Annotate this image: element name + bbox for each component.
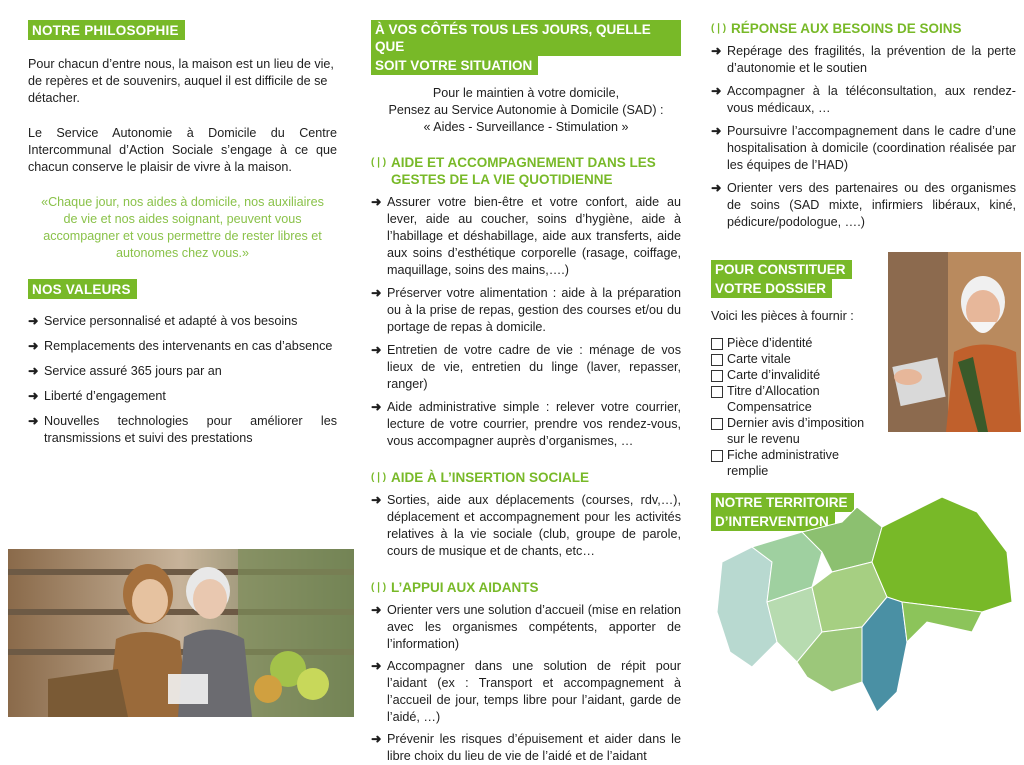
list-item: ➜ Préserver votre alimentation : aide à la préparation ou à la prise de repas, gestion des courses et/ou du portage de repas à domicile. <box>371 286 681 334</box>
arrow-icon: ➜ <box>371 493 382 507</box>
checklist-item: Titre d’Allocation Compensatrice <box>711 383 879 415</box>
arrow-icon: ➜ <box>711 44 722 58</box>
services-heading: À VOS CÔTÉS TOUS LES JOURS, QUELLE QUE SOIT VOTRE SITUATION <box>371 20 681 75</box>
dossier-checklist <box>711 335 879 479</box>
list-item: ➜ Service assuré 365 jours par an <box>28 364 222 378</box>
elderly-man-photo <box>888 252 1021 432</box>
social-insertion-list <box>371 492 681 560</box>
leaf-icon: (❘) <box>371 157 387 168</box>
checklist-item: Carte d’invalidité <box>711 367 879 383</box>
arrow-icon: ➜ <box>371 195 382 209</box>
dossier-block <box>711 260 879 479</box>
checkbox-icon <box>711 450 723 462</box>
checkbox-icon <box>711 418 723 430</box>
arrow-icon: ➜ <box>711 124 722 138</box>
checklist-item: Pièce d’identité <box>711 335 879 351</box>
leaf-icon: (❘) <box>711 23 727 34</box>
arrow-icon: ➜ <box>28 339 39 353</box>
territory-map <box>712 492 1022 718</box>
grocery-shopping-photo <box>8 549 354 717</box>
arrow-icon: ➜ <box>371 732 382 746</box>
list-item: ➜ Poursuivre l’accompagnement dans le cadre d’une hospitalisation à domicile (coordination réalisée par les équipes de l’HAD) <box>711 124 1016 172</box>
checklist-item: Dernier avis d’imposition sur le revenu <box>711 415 879 447</box>
checklist-item: Carte vitale <box>711 351 879 367</box>
list-item: ➜ Aide administrative simple : relever votre courrier, lecture de votre courrier, prendre vos rendez-vous, vous accompagner auprès d’organismes, … <box>371 400 681 448</box>
leaf-icon: (❘) <box>371 472 387 483</box>
dossier-heading: POUR CONSTITUER VOTRE DOSSIER <box>711 260 879 298</box>
arrow-icon: ➜ <box>28 414 39 428</box>
list-item: ➜ Nouvelles technologies pour améliorer les transmissions et suivi des prestations <box>28 414 337 445</box>
arrow-icon: ➜ <box>371 343 382 357</box>
list-item: ➜ Entretien de votre cadre de vie : ménage de vos lieux de vie, entretien du linge (laver, repasser, ranger) <box>371 343 681 391</box>
territory-heading: NOTRE TERRITOIRE D’INTERVENTION <box>711 493 1016 531</box>
arrow-icon: ➜ <box>28 314 39 328</box>
arrow-icon: ➜ <box>711 181 722 195</box>
section-care-needs: (❘) RÉPONSE AUX BESOINS DE SOINS <box>711 21 962 36</box>
checklist-item: Fiche administrative remplie <box>711 447 879 479</box>
care-needs-list <box>711 43 1016 231</box>
checkbox-icon <box>711 386 723 398</box>
philosophy-paragraph-2: Le Service Autonomie à Domicile du Centre Intercommunal d’Action Sociale s’engage à ce que chacun conserve le plaisir de vivre à la maison. <box>28 126 337 174</box>
list-item: ➜ Repérage des fragilités, la prévention de la perte d’autonomie et le soutien <box>711 44 1016 75</box>
caregiver-support-list <box>371 602 681 765</box>
arrow-icon: ➜ <box>371 659 382 673</box>
philosophy-quote: «Chaque jour, nos aides à domicile, nos auxiliaires de vie et nos aides soignant, peuvent vous accompagner et vous permettre de rester libres et autonomes chez vous.» <box>41 195 324 260</box>
list-item: ➜ Liberté d’engagement <box>28 389 166 403</box>
column-services <box>355 0 695 763</box>
arrow-icon: ➜ <box>711 84 722 98</box>
list-item: ➜ Assurer votre bien-être et votre confort, aide au lever, aide au coucher, soins d’hygiène, aide à l’habillage et déshabillage, aide aux transferts, aide aux soins d’esthétique corporelle (rasage, coiffage, maquillage, soins des mains,….) <box>371 195 681 277</box>
list-item: ➜ Prévenir les risques d’épuisement et aider dans le libre choix du lieu de vie de l’aidé et de l’aidant <box>371 732 681 763</box>
section-daily-help: (❘) AIDE ET ACCOMPAGNEMENT DANS LES GESTES DE LA VIE QUOTIDIENNE <box>371 155 656 187</box>
philosophy-paragraph-1: Pour chacun d’entre nous, la maison est un lieu de vie, de repères et de souvenirs, auquel il est difficile de se détacher. <box>28 57 334 105</box>
values-heading: NOS VALEURS <box>28 279 137 299</box>
list-item: ➜ Orienter vers une solution d’accueil (mise en relation avec les organismes compétents, apporter de l’information) <box>371 603 681 651</box>
daily-help-list <box>371 194 681 450</box>
list-item: ➜ Orienter vers des partenaires ou des organismes de soins (SAD mixte, infirmiers libéraux, kiné, pédicure/podologue, ….) <box>711 181 1016 229</box>
services-intro: Pour le maintien à votre domicile, Pensez au Service Autonomie à Domicile (SAD) : « Aides - Surveillance - Stimulation » <box>388 86 664 134</box>
list-item: ➜ Service personnalisé et adapté à vos besoins <box>28 314 298 328</box>
arrow-icon: ➜ <box>371 603 382 617</box>
arrow-icon: ➜ <box>371 286 382 300</box>
section-caregiver-support: (❘) L’APPUI AUX AIDANTS <box>371 580 539 595</box>
philosophy-heading: NOTRE PHILOSOPHIE <box>28 20 185 40</box>
checkbox-icon <box>711 370 723 382</box>
list-item: ➜ Sorties, aide aux déplacements (courses, rdv,…), déplacement et accompagnement pour les activités relatives à la vie sociale (club, groupe de parole, cours de musique et de chants, etc… <box>371 493 681 558</box>
list-item: ➜ Accompagner à la téléconsultation, aux rendez-vous médicaux, … <box>711 84 1016 115</box>
arrow-icon: ➜ <box>28 364 39 378</box>
dossier-intro: Voici les pièces à fournir : <box>711 309 854 323</box>
leaf-icon: (❘) <box>371 582 387 593</box>
list-item: ➜ Accompagner dans une solution de répit pour l’aidant (ex : Transport et accompagnement à l’accueil de jour, temps libre pour l’aidant, garde de l’aidé, …) <box>371 659 681 724</box>
checkbox-icon <box>711 338 723 350</box>
arrow-icon: ➜ <box>371 400 382 414</box>
checkbox-icon <box>711 354 723 366</box>
list-item: ➜ Remplacements des intervenants en cas d’absence <box>28 339 333 353</box>
values-list <box>28 313 337 447</box>
arrow-icon: ➜ <box>28 389 39 403</box>
section-social-insertion: (❘) AIDE À L’INSERTION SOCIALE <box>371 470 590 485</box>
